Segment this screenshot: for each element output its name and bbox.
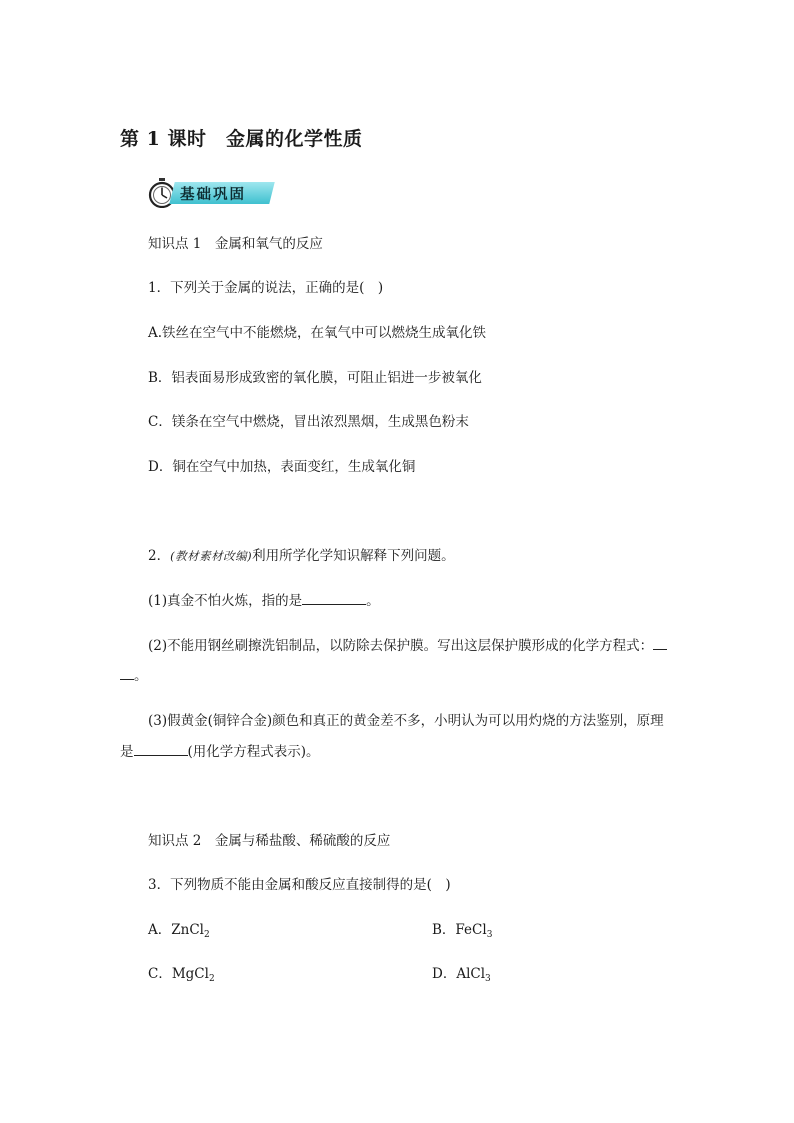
question-2-part-1 [148,592,380,610]
answer-blank-cont[interactable] [120,667,134,680]
question-1-option-c: C．镁条在空气中燃烧，冒出浓烈黑烟，生成黑色粉末 [148,414,469,430]
question-2-part-2-end: 。 [134,668,148,684]
question-2-part-3: (3)假黄金(铜锌合金)颜色和真正的黄金差不多，小明认为可以用灼烧的方法鉴别，原理 [148,713,664,729]
question-3-option-c [148,965,215,988]
question-2-stem [148,547,455,565]
question-1-option-a: A.铁丝在空气中不能燃烧，在氧气中可以燃烧生成氧化铁 [148,325,487,341]
question-2-part-3-is: 是 [120,744,134,760]
option-formula: FeCl [455,922,487,938]
question-2-part-3-end: (用化学方程式表示)。 [187,744,320,760]
question-2-tag: (教材素材改编) [170,549,253,563]
option-letter: C． [148,966,172,982]
question-1-option-d: D．铜在空气中加热，表面变红，生成氧化铜 [148,459,416,475]
option-formula: ZnCl [171,922,204,938]
question-2-part-1-end: 。 [366,593,380,609]
section-heading-2: 知识点 2 金属与稀盐酸、稀硫酸的反应 [148,833,391,849]
question-3-stem: 3．下列物质不能由金属和酸反应直接制得的是( ) [148,877,451,893]
question-1-stem: 1．下列关于金属的说法，正确的是( ) [148,280,384,296]
question-2-part-1-text: (1)真金不怕火炼，指的是 [148,593,303,609]
section-heading-1: 知识点 1 金属和氧气的反应 [148,236,323,252]
option-formula: AlCl [456,966,486,982]
answer-blank[interactable] [302,592,366,605]
question-2-part-2-text: (2)不能用钢丝刷擦洗铝制品，以防除去保护膜。写出这层保护膜形成的化学方程式： [148,638,654,654]
option-subscript: 3 [486,930,493,940]
answer-blank[interactable] [134,743,188,756]
question-1-option-b: B．铝表面易形成致密的氧化膜，可阻止铝进一步被氧化 [148,370,482,386]
question-3-option-d [432,965,491,988]
option-letter: A． [148,922,172,938]
question-3-option-b [432,921,492,944]
option-formula: MgCl [171,966,209,982]
lesson-title: 第 1 课时 金属的化学性质 [120,128,363,150]
answer-blank[interactable] [653,637,667,650]
option-letter: D． [432,966,457,982]
question-2-part-3-cont [120,743,320,761]
banner-label: 基础巩固 [180,186,246,203]
section-banner [146,177,276,209]
question-2-number: 2． [148,548,171,564]
question-2-text: 利用所学化学知识解释下列问题。 [252,548,455,564]
question-2-part-2-cont [120,667,148,685]
option-subscript: 2 [208,974,215,984]
option-letter: B． [432,922,456,938]
question-3-option-a [148,921,210,944]
option-subscript: 3 [485,974,491,984]
question-2-part-2 [148,637,667,655]
option-subscript: 2 [203,930,210,940]
